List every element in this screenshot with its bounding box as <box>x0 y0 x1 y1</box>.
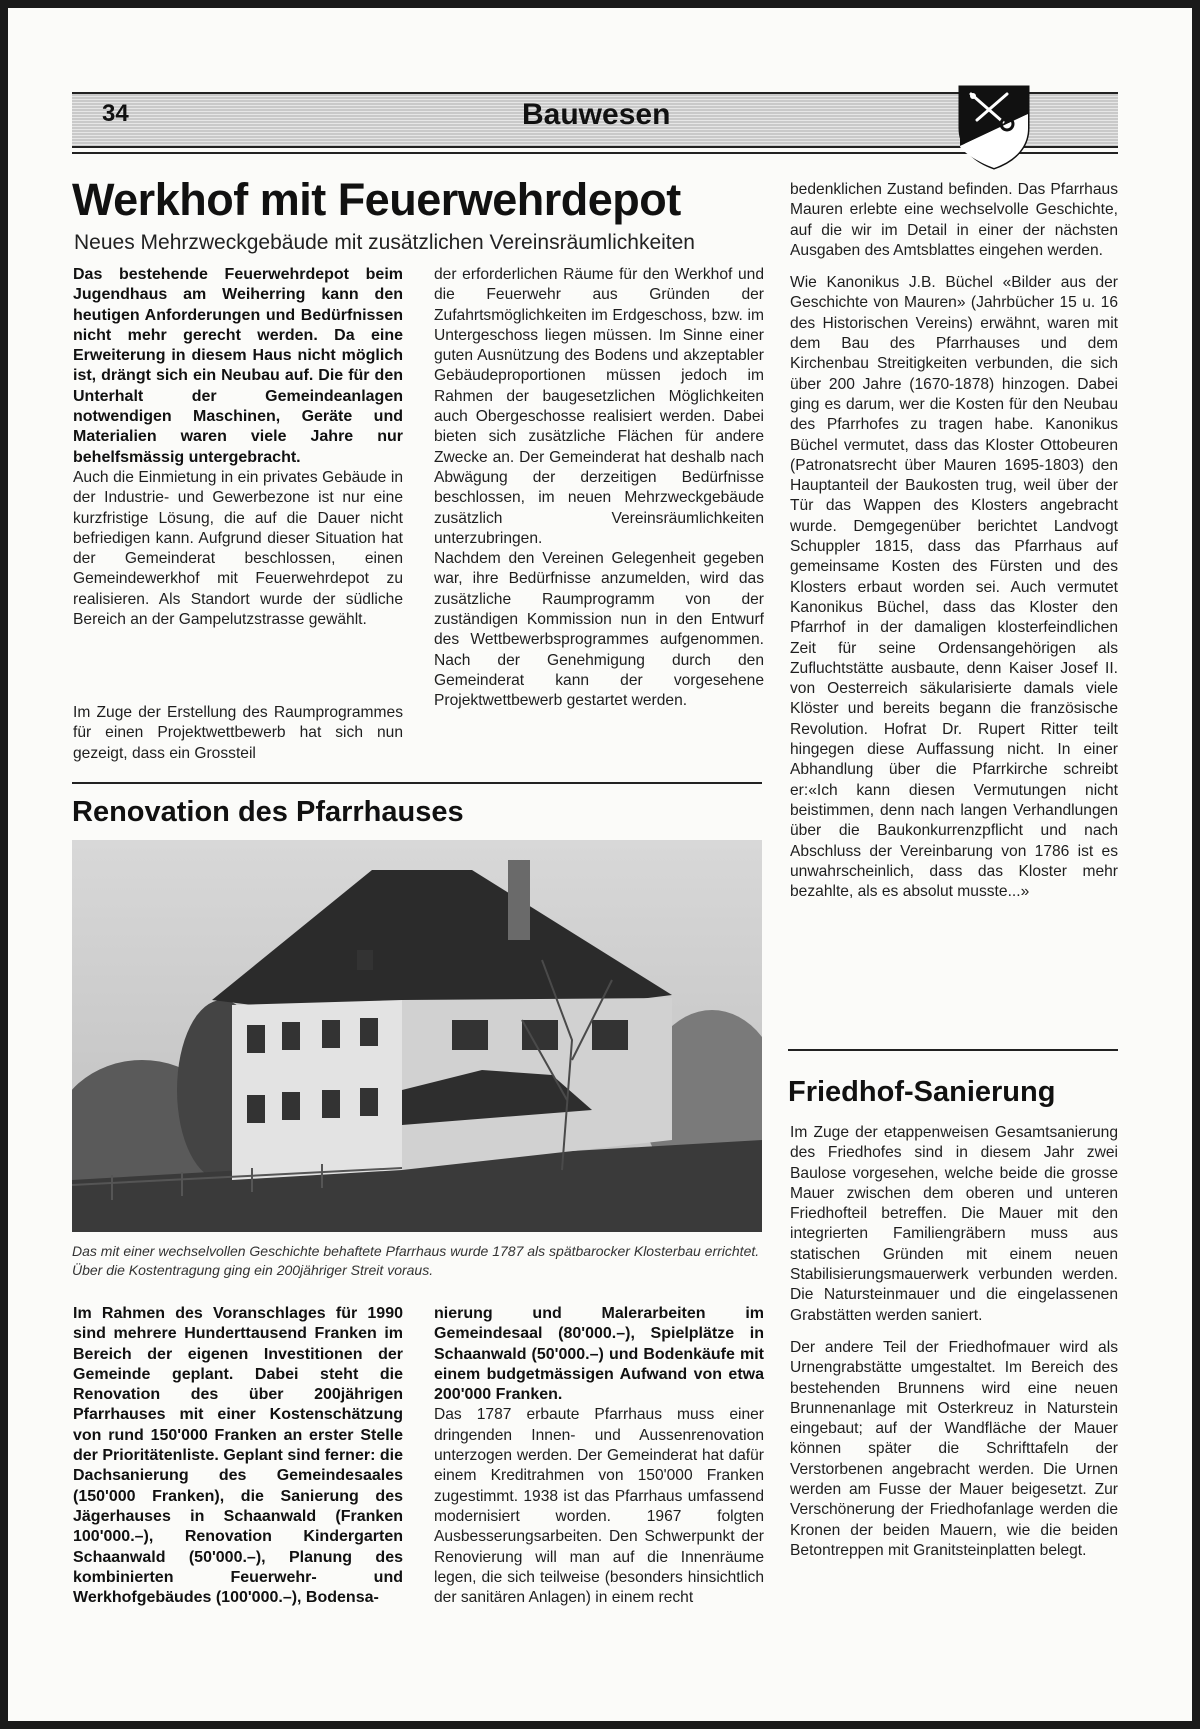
friedhof-paragraph-2: Der andere Teil der Friedhofmauer wird als Urnengrabstätte umgestaltet. Im Bereich des bestehenden Brunnens wird eine neuen Brunnenanlage mit Osterkreuz in Naturstein eingebaut; auf der Wandfläche der Mauer können später die Schrifttafeln der Verstorbenen angebracht werden. Die Urnen werden am Fusse der Mauer beigesetzt. Zur Verschönerung der Friedhofanlage werden die Kronen der beiden Mauern, wie die beiden Betontreppen mit Granitsteinplatten belegt. <box>790 1338 1118 1559</box>
werkhof-column-2 <box>434 265 764 712</box>
newsletter-page <box>8 8 1192 1721</box>
pfarrhaus-column-1 <box>73 1304 403 1608</box>
pfarrhaus-column-2 <box>434 1304 764 1608</box>
page-number: 34 <box>102 100 129 127</box>
werkhof-paragraph-2-start: Im Zuge der Erstellung des Raumprogrammes für einen Projektwettbewerb hat sich nun gezeigt, dass ein Grossteil <box>73 704 403 762</box>
werkhof-paragraph-1: Auch die Einmietung in ein privates Gebäude in der Industrie- und Gewerbezone ist nur eine kurzfristige Lösung, die auf die Dauer nicht befriedigen kann. Aufgrund dieser Situation hat der Gemeinderat beschlossen, einen Gemeindewerkhof mit Feuerwehrdepot zu realisieren. Als Standort wurde der südliche Bereich an der Gampelutzstrasse gewählt. <box>73 468 403 629</box>
friedhof-column <box>790 1123 1118 1561</box>
werkhof-column-1 <box>73 265 403 630</box>
friedhof-divider <box>788 1049 1118 1051</box>
pfarrhaus-paragraph-3: Wie Kanonikus J.B. Büchel «Bilder aus der Geschichte von Mauren» (Jahrbücher 15 u. 16 des Historischen Vereins) erwähnt, waren mit dem Bau des Pfarrhauses und dem Kirchenbau Streitigkeiten verbunden, die sich über 200 Jahre (1670-1878) hinzogen. Dabei ging es darum, wer die Kosten für den Neubau des Pfarrhofes zu tragen habe. Kanonikus Büchel vermutet, dass das Kloster Ottobeuren (Patronatsrecht über Mauren 1695-1803) den Hauptanteil der Baukosten trug, weil über der Tür das Wappen des Klosters angebracht wurde. Demgegenüber berichtet Landvogt Schuppler 1815, dass das Pfarrhaus auf gemeinsame Kosten des Fürsten und des Klosters erbaut worden sei. Auch vermutet Kanonikus Büchel, dass das Kloster den Pfarrhof in der damaligen klosterfeindlichen Zeit für seine Ordensangehörigen als Zufluchtstätte ausbaute, denn Kaiser Josef II. von Oesterreich säkularisierte damals viele Klöster und bereits begann die französische Revolution. Hofrat Dr. Rupert Ritter teilt hingegen diese Auffassung nicht. In einer Abhandlung über die Pfarrkirche schreibt er:«Ich kann diesen Vermutungen nicht beistimmen, denn nach langen Verhandlungen über die Baukonkurrenzpflicht und nach Abschluss der Vereinbarung von 1786 ist es unwahrscheinlich, dass das Kloster mehr bezahlte, als es absolut musste...» <box>790 274 1118 901</box>
page-header <box>72 86 1118 156</box>
werkhof-column-1-tail <box>73 703 403 769</box>
pfarrhaus-lead-part-1: Im Rahmen des Voranschlages für 1990 sind mehrere Hunderttausend Franken im Bereich der eigenen Investitionen der Gemeinde geplant. Dabei steht die Renovation des über 200jährigen Pfarrhauses mit einer Kostenschätzung von rund 150'000 Franken an erster Stelle der Prioritätenliste. Geplant sind ferner: die Dachsanierung des Gemeindesaales (150'000 Franken), die Sanierung des Jägerhauses in Schaanwald (Franken 100'000.–), Renovation Kindergarten Schaanwald (50'000.–), Planung des kombinierten Feuerwehr- und Werkhofgebäudes (100'000.–), Bodensa- <box>73 1305 403 1607</box>
photo-caption: Das mit einer wechselvollen Geschichte behaftete Pfarrhaus wurde 1787 als spätbarocker Klosterbau errichtet. Über die Kostentragung ging ein 200jähriger Streit voraus. <box>72 1243 760 1278</box>
pfarrhaus-paragraph-1: Das 1787 erbaute Pfarrhaus muss einer dringenden Innen- und Aussenrenovation unterzogen werden. Der Gemeinderat hat dafür einem Kreditrahmen von 150'000 Franken zugestimmt. 1938 ist das Pfarrhaus umfassend modernisiert worden. 1967 folgten Ausbesserungsarbeiten. Den Schwerpunkt der Renovierung will man auf die Innenräume legen, die sich teilweise (besonders hinsichtlich der sanitären Anlagen) in einem recht <box>434 1406 764 1607</box>
article-title-friedhof: Friedhof-Sanierung <box>788 1076 1056 1108</box>
article-subtitle-werkhof: Neues Mehrzweckgebäude mit zusätzlichen Vereinsräumlichkeiten <box>74 231 695 254</box>
pfarrhaus-lead-part-2: nierung und Malerarbeiten im Gemeindesaal (80'000.–), Spielplätze in Schaanwald (50'000.–) und Bodenkäufe mit einem budgetmässigen Aufwand von etwa 200'000 Franken. <box>434 1305 764 1404</box>
werkhof-paragraph-3: Nachdem den Vereinen Gelegenheit gegeben war, ihre Bedürfnisse anzumelden, wird das zusätzliche Raumprogramm von der zuständigen Kommission nun in den Entwurf des Wettbewerbsprogrammes aufgenommen. Nach der Genehmigung durch den Gemeinderat kann der vorgesehene Projektwettbewerb gestartet werden. <box>434 550 764 710</box>
werkhof-lead: Das bestehende Feuerwehrdepot beim Jugendhaus am Weiherring kann den heutigen Anforderungen und Bedürfnissen nicht mehr gerecht werden. Da eine Erweiterung in diesem Haus nicht möglich ist, drängt sich ein Neubau auf. Die für den Unterhalt der Gemeindeanlagen notwendigen Maschinen, Geräte und Materialien waren viele Jahre nur behelfsmässig untergebracht. <box>73 266 403 466</box>
friedhof-paragraph-1: Im Zuge der etappenweisen Gesamtsanierung des Friedhofes sind in diesem Jahr zwei Baulose vorgesehen, welche beide die grosse Mauer zwischen dem oberen und unteren Friedhofteil betreffen. Die Mauer mit den integrierten Familiengräbern muss aus statischen Gründen mit einem neuen Stabilisierungsmauerwerk verbunden werden. Die Natursteinmauer und die eingelassenen Grabstätten werden saniert. <box>790 1124 1118 1324</box>
pfarrhaus-paragraph-2: bedenklichen Zustand befinden. Das Pfarrhaus Mauren erlebte eine wechselvolle Geschichte, auf die wir im Detail in einer der nächsten Ausgaben des Amtsblattes eingehen werden. <box>790 181 1118 259</box>
article-title-pfarrhaus: Renovation des Pfarrhauses <box>72 796 464 828</box>
municipal-crest-icon <box>957 84 1031 170</box>
section-title: Bauwesen <box>522 98 671 131</box>
pfarrhaus-column-3 <box>790 180 1118 902</box>
section-divider <box>72 782 762 784</box>
article-title-werkhof: Werkhof mit Feuerwehrdepot <box>72 174 681 225</box>
werkhof-paragraph-2: der erforderlichen Räume für den Werkhof und die Feuerwehr aus Gründen der Zufahrtsmöglichkeiten im Erdgeschoss, bzw. im Untergeschoss liegen müssen. Im Sinne einer guten Ausnützung des Bodens und akzeptabler Gebäudeproportionen müssen jedoch im Rahmen der baugesetzlichen Möglichkeiten auch Obergeschosse realisiert werden. Dabei bieten sich zusätzliche Flächen für andere Zwecke an. Der Gemeinderat hat deshalb nach Abwägung der derzeitigen Bedürfnisse beschlossen, im neuen Mehrzweckgebäude zusätzlich Vereinsräumlichkeiten unterzubringen. <box>434 266 764 547</box>
pfarrhaus-photo <box>72 840 762 1232</box>
